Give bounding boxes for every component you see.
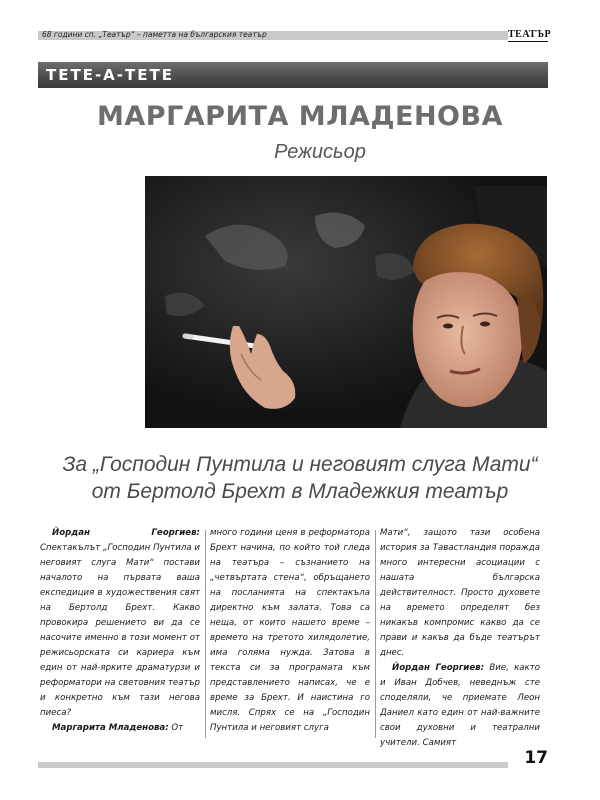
article-name: МАРГАРИТА МЛАДЕНОВА — [97, 101, 503, 132]
answer-text: От — [168, 723, 184, 733]
article-subtitle-line1: За „Господин Пунтила и неговият слуга Мати“ — [62, 453, 538, 476]
text-column-3 — [380, 526, 540, 751]
answer-continuation: Мати“, защото тази особена история за Тавастландия поражда много интересни асоциации с нашата българска действителност. Просто духовете на времето определят без никакъв компромис какво да се прави и какъв да бъде театърът днес. — [380, 528, 540, 658]
question-text: Спектакълът „Господин Пунтила и неговият слуга Мати“ постави началото на първата ваша експедиция в художествения свят на Бертолд Брехт. Какво провокира решението ви да се насочите именно в този момент от режисьорската си кариера към един от най-ярките драматурзи и реформатори на световния театър и конкретно към тази негова пиеса? — [40, 543, 200, 718]
column-divider — [375, 530, 376, 738]
header-tagline: 68 години сп. „Театър“ – паметта на българския театър — [42, 30, 267, 39]
answer-paragraph — [40, 721, 200, 736]
portrait-photo — [145, 176, 547, 428]
article-body — [40, 526, 545, 748]
page-number: 17 — [524, 748, 548, 768]
footer-stripe — [38, 762, 508, 768]
question-text: Вие, както и Иван Добчев, неведнъж сте споделяли, че приемате Леон Даниел като един от най-важните свои духовни и театрални учители. Самият — [380, 663, 541, 748]
magazine-logo: ТЕАТЪР — [508, 29, 552, 40]
column-divider — [205, 530, 206, 738]
portrait-illustration — [145, 176, 547, 428]
speaker-label: Йордан Георгиев: — [52, 528, 200, 538]
answer-continuation: много години ценя в реформатора Брехт начина, по който той гледа на театъра – съзнанието на „четвъртата стена“, обръщането на посланията на спектакъла директно към залата. Това са неща, от които нашето време – времето на третото хилядолетие, има голяма нужда. Затова в текста си за програмата към представлението написах, че е време за Брехт. И наистина го мисля. Спрях се на „Господин Пунтила и неговият слуга — [210, 528, 370, 733]
speaker-label: Йордан Георгиев: — [392, 663, 485, 673]
section-title: ТЕТЕ-А-ТЕТЕ — [46, 66, 174, 84]
article-role: Режисьор — [274, 141, 366, 163]
text-column-2 — [210, 526, 370, 736]
article-subtitle-line2: от Бертолд Брехт в Младежкия театър — [91, 480, 509, 503]
page-header — [0, 29, 600, 42]
section-bar — [38, 62, 548, 88]
question-paragraph — [380, 661, 540, 751]
speaker-label: Маргарита Младенова: — [52, 723, 169, 733]
question-paragraph — [40, 526, 200, 721]
text-column-1 — [40, 526, 200, 736]
